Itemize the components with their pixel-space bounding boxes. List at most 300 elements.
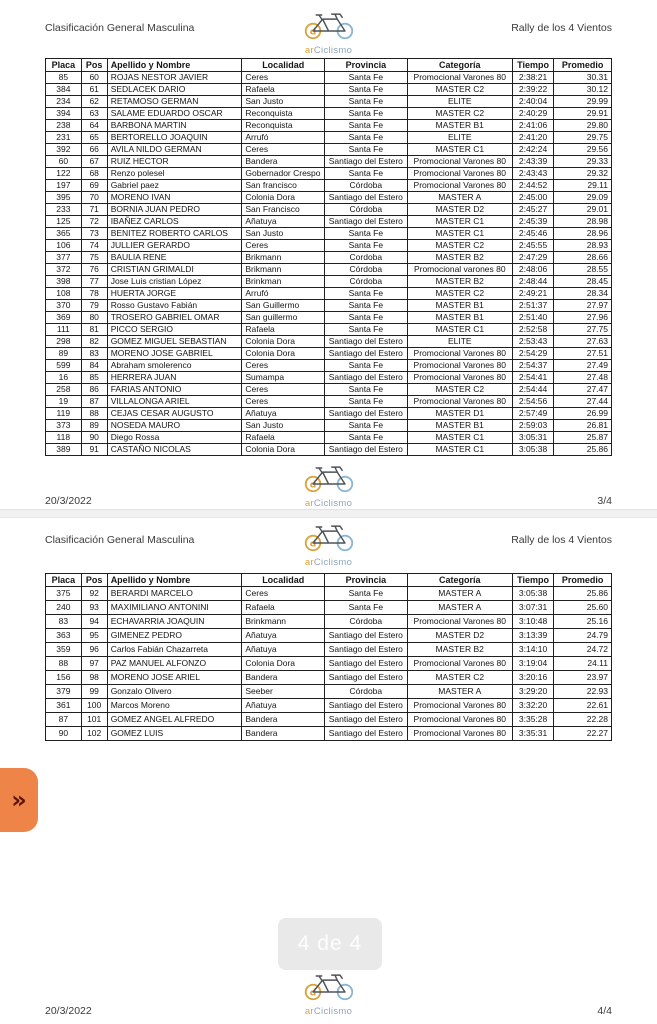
table-cell: 19 [46, 396, 82, 408]
table-header-row [46, 59, 612, 72]
table-cell: Arrufó [242, 132, 325, 144]
table-cell: MASTER B1 [407, 300, 512, 312]
page-separator [0, 509, 657, 518]
table-cell: Añatuya [242, 699, 325, 713]
table-row [46, 72, 612, 84]
table-cell: Santiago del Estero [325, 657, 408, 671]
table-cell: Ceres [242, 587, 325, 601]
table-cell: FARIAS ANTONIO [107, 384, 242, 396]
table-cell: Santa Fe [325, 601, 408, 615]
table-row [46, 264, 612, 276]
table-cell: 22.61 [554, 699, 612, 713]
table-cell: 28.66 [554, 252, 612, 264]
table-cell: 60 [46, 156, 82, 168]
table-cell: 3:14:10 [512, 643, 553, 657]
table-row [46, 204, 612, 216]
table-cell: 106 [46, 240, 82, 252]
table-row [46, 587, 612, 601]
table-cell: 377 [46, 252, 82, 264]
table-cell: Promocional Varones 80 [407, 348, 512, 360]
table-cell: Santiago del Estero [325, 727, 408, 741]
table-cell: Córdoba [325, 615, 408, 629]
table-cell: MASTER B2 [407, 252, 512, 264]
table-row [46, 713, 612, 727]
table-cell: 25.86 [554, 444, 612, 456]
table-cell: Córdoba [325, 204, 408, 216]
table-cell: Brinkman [242, 276, 325, 288]
table-cell: 156 [46, 671, 82, 685]
table-cell: MASTER C2 [407, 671, 512, 685]
table-cell: Santa Fe [325, 108, 408, 120]
table-cell: 27.44 [554, 396, 612, 408]
table-cell: 369 [46, 312, 82, 324]
table-cell: Santiago del Estero [325, 372, 408, 384]
table-cell: 87 [46, 713, 82, 727]
column-header-provincia: Provincia [325, 574, 408, 587]
table-cell: Santa Fe [325, 132, 408, 144]
table-cell: San francisco [242, 180, 325, 192]
table-row [46, 444, 612, 456]
doc-footer [45, 1005, 612, 1017]
table-cell: MASTER C1 [407, 444, 512, 456]
table-cell: Bandera [242, 671, 325, 685]
table-cell: Santiago del Estero [325, 336, 408, 348]
table-cell: MASTER C2 [407, 288, 512, 300]
table-cell: 2:54:37 [512, 360, 553, 372]
table-cell: 3:35:28 [512, 713, 553, 727]
table-cell: Santiago del Estero [325, 629, 408, 643]
table-cell: 2:45:46 [512, 228, 553, 240]
table-cell: MAXIMILIANO ANTONINI [107, 601, 242, 615]
table-cell: 3:32:20 [512, 699, 553, 713]
table-cell: San Francisco [242, 204, 325, 216]
logo-wordmark-ar: ar [304, 1006, 314, 1017]
table-cell: 3:35:31 [512, 727, 553, 741]
table-cell: 370 [46, 300, 82, 312]
table-cell: 61 [81, 84, 107, 96]
table-cell: 298 [46, 336, 82, 348]
logo-wordmark-ciclismo: Ciclismo [313, 557, 353, 568]
table-cell: MASTER C1 [407, 216, 512, 228]
table-cell: 2:38:21 [512, 72, 553, 84]
table-cell: Santiago del Estero [325, 216, 408, 228]
table-cell: Jose Luis cristian López [107, 276, 242, 288]
table-cell: 83 [46, 615, 82, 629]
table-cell: 23.97 [554, 671, 612, 685]
table-cell: 125 [46, 216, 82, 228]
table-cell: Santa Fe [325, 312, 408, 324]
table-cell: MASTER C1 [407, 228, 512, 240]
table-cell: 96 [81, 643, 107, 657]
table-row [46, 156, 612, 168]
table-cell: 29.33 [554, 156, 612, 168]
table-cell: Bandera [242, 156, 325, 168]
table-cell: BAULIA RENE [107, 252, 242, 264]
table-cell: Santiago del Estero [325, 156, 408, 168]
table-cell: Rafaela [242, 432, 325, 444]
table-cell: Ceres [242, 384, 325, 396]
table-row [46, 643, 612, 657]
table-cell: 75 [81, 252, 107, 264]
table-row [46, 144, 612, 156]
table-cell: 2:43:43 [512, 168, 553, 180]
table-cell: 359 [46, 643, 82, 657]
table-row [46, 132, 612, 144]
table-cell: Ceres [242, 240, 325, 252]
table-row [46, 300, 612, 312]
page-indicator-label: 4 de 4 [297, 932, 363, 955]
table-cell: 2:51:40 [512, 312, 553, 324]
table-cell: 93 [81, 601, 107, 615]
logo-wordmark-ciclismo: Ciclismo [313, 45, 353, 56]
table-cell: 3:10:48 [512, 615, 553, 629]
table-row [46, 108, 612, 120]
table-cell: 88 [46, 657, 82, 671]
table-cell: 67 [81, 156, 107, 168]
table-cell: 80 [81, 312, 107, 324]
table-cell: Córdoba [325, 180, 408, 192]
table-cell: MASTER A [407, 587, 512, 601]
table-cell: 29.11 [554, 180, 612, 192]
table-cell: 27.63 [554, 336, 612, 348]
table-cell: 3:07:31 [512, 601, 553, 615]
table-cell: ELITE [407, 336, 512, 348]
table-cell: 2:54:29 [512, 348, 553, 360]
table-cell: 2:44:52 [512, 180, 553, 192]
column-header-apellido: Apellido y Nombre [107, 59, 242, 72]
table-cell: Santa Fe [325, 120, 408, 132]
table-cell: 392 [46, 144, 82, 156]
table-cell: Carlos Fabián Chazarreta [107, 643, 242, 657]
pdf-page-3 [0, 0, 657, 509]
table-cell: 2:45:55 [512, 240, 553, 252]
logo-monogram: d [309, 539, 316, 550]
table-cell: 3:05:38 [512, 444, 553, 456]
logo-wordmark-ar: ar [304, 498, 314, 509]
table-cell: BERARDI MARCELO [107, 587, 242, 601]
table-cell: 2:42:24 [512, 144, 553, 156]
table-cell: Colonia Dora [242, 348, 325, 360]
table-cell: Rosso Gustavo Fabián [107, 300, 242, 312]
table-cell: Colonia Dora [242, 444, 325, 456]
table-cell: 62 [81, 96, 107, 108]
table-cell: 22.27 [554, 727, 612, 741]
table-cell: MASTER D2 [407, 204, 512, 216]
table-row [46, 360, 612, 372]
table-cell: Santa Fe [325, 72, 408, 84]
table-cell: BARBONA MARTIN [107, 120, 242, 132]
table-cell: 375 [46, 587, 82, 601]
table-row [46, 396, 612, 408]
table-cell: 118 [46, 432, 82, 444]
table-cell: Abraham smolerenco [107, 360, 242, 372]
table-cell: 85 [46, 72, 82, 84]
doc-footer [45, 495, 612, 507]
column-header-apellido: Apellido y Nombre [107, 574, 242, 587]
table-cell: Promocional Varones 80 [407, 713, 512, 727]
table-cell: 2:59:03 [512, 420, 553, 432]
table-cell: MASTER D1 [407, 408, 512, 420]
table-cell: 3:13:39 [512, 629, 553, 643]
table-cell: ELITE [407, 96, 512, 108]
table-cell: Santa Fe [325, 432, 408, 444]
table-cell: BORNIA JUAN PEDRO [107, 204, 242, 216]
table-cell: 70 [81, 192, 107, 204]
logo-wordmark-ar: ar [304, 557, 314, 568]
table-cell: MASTER C2 [407, 240, 512, 252]
table-cell: 82 [81, 336, 107, 348]
table-cell: 90 [46, 727, 82, 741]
table-row [46, 408, 612, 420]
table-cell: 25.87 [554, 432, 612, 444]
table-row [46, 657, 612, 671]
table-cell: 28.93 [554, 240, 612, 252]
table-cell: GOMEZ ANGEL ALFREDO [107, 713, 242, 727]
table-cell: 90 [81, 432, 107, 444]
table-cell: ROJAS NESTOR JAVIER [107, 72, 242, 84]
table-cell: Santiago del Estero [325, 699, 408, 713]
table-cell: 2:45:00 [512, 192, 553, 204]
table-cell: 231 [46, 132, 82, 144]
table-cell: 29.01 [554, 204, 612, 216]
table-cell: 22.93 [554, 685, 612, 699]
table-cell: Santa Fe [325, 144, 408, 156]
table-cell: SALAME EDUARDO OSCAR [107, 108, 242, 120]
table-row [46, 372, 612, 384]
table-cell: Rafaela [242, 84, 325, 96]
table-cell: 2:49:21 [512, 288, 553, 300]
page-indicator-toast [278, 918, 382, 970]
table-cell: Cordoba [325, 252, 408, 264]
table-cell: MASTER B2 [407, 276, 512, 288]
column-header-placa: Placa [46, 59, 82, 72]
table-row [46, 727, 612, 741]
table-cell: 28.45 [554, 276, 612, 288]
table-cell: 22.28 [554, 713, 612, 727]
table-body [46, 72, 612, 456]
table-cell: 2:54:41 [512, 372, 553, 384]
table-cell: 394 [46, 108, 82, 120]
table-cell: 2:39:22 [512, 84, 553, 96]
table-cell: 73 [81, 228, 107, 240]
table-cell: MASTER C2 [407, 84, 512, 96]
arciclismo-logo [303, 522, 355, 568]
table-cell: Santa Fe [325, 228, 408, 240]
table-cell: 122 [46, 168, 82, 180]
table-cell: Promocional Varones 80 [407, 72, 512, 84]
table-cell: 87 [81, 396, 107, 408]
table-cell: 94 [81, 615, 107, 629]
table-cell: Santa Fe [325, 96, 408, 108]
table-cell: Santa Fe [325, 168, 408, 180]
doc-title: Clasificación General Masculina [45, 534, 195, 546]
bicycle-icon [303, 522, 355, 553]
double-chevron-right-icon: » [11, 786, 27, 814]
table-cell: MASTER A [407, 601, 512, 615]
doc-title: Clasificación General Masculina [45, 22, 195, 34]
table-cell: 26.81 [554, 420, 612, 432]
table-cell: 108 [46, 288, 82, 300]
next-page-button[interactable] [0, 768, 38, 832]
table-cell: Brikmann [242, 264, 325, 276]
table-cell: Promocional Varones 80 [407, 727, 512, 741]
table-cell: HUERTA JORGE [107, 288, 242, 300]
table-row [46, 228, 612, 240]
table-cell: 27.47 [554, 384, 612, 396]
table-cell: 197 [46, 180, 82, 192]
table-cell: 66 [81, 144, 107, 156]
table-cell: 233 [46, 204, 82, 216]
table-cell: 88 [81, 408, 107, 420]
table-row [46, 288, 612, 300]
table-cell: TROSERO GABRIEL OMAR [107, 312, 242, 324]
table-cell: Marcos Moreno [107, 699, 242, 713]
table-cell: Córdoba [325, 264, 408, 276]
table-cell: MASTER C1 [407, 432, 512, 444]
table-cell: 27.96 [554, 312, 612, 324]
table-cell: Colonia Dora [242, 192, 325, 204]
table-row [46, 384, 612, 396]
table-cell: 64 [81, 120, 107, 132]
table-cell: MASTER C2 [407, 384, 512, 396]
table-cell: 3:19:04 [512, 657, 553, 671]
table-header-row [46, 574, 612, 587]
table-cell: 25.16 [554, 615, 612, 629]
table-cell: GIMENEZ PEDRO [107, 629, 242, 643]
table-header [46, 574, 612, 587]
table-cell: Promocional varones 80 [407, 264, 512, 276]
bicycle-icon [303, 463, 355, 494]
table-cell: Gabriel paez [107, 180, 242, 192]
table-cell: Santa Fe [325, 396, 408, 408]
table-cell: 26.99 [554, 408, 612, 420]
table-cell: MORENO IVAN [107, 192, 242, 204]
table-cell: Rafaela [242, 601, 325, 615]
table-cell: MASTER B1 [407, 420, 512, 432]
table-cell: 2:45:27 [512, 204, 553, 216]
table-row [46, 216, 612, 228]
table-cell: 86 [81, 384, 107, 396]
bicycle-icon [303, 10, 355, 41]
page-number: 4/4 [597, 1005, 612, 1017]
table-cell: Promocional Varones 80 [407, 615, 512, 629]
table-cell: 384 [46, 84, 82, 96]
table-cell: 69 [81, 180, 107, 192]
table-cell: ECHAVARRIA JOAQUIN [107, 615, 242, 629]
table-cell: 2:47:29 [512, 252, 553, 264]
logo-wordmark [303, 558, 355, 568]
table-cell: 2:45:39 [512, 216, 553, 228]
table-cell: 27.48 [554, 372, 612, 384]
column-header-localidad: Localidad [242, 574, 325, 587]
table-cell: 234 [46, 96, 82, 108]
table-cell: 2:48:44 [512, 276, 553, 288]
table-cell: 102 [81, 727, 107, 741]
table-cell: 28.34 [554, 288, 612, 300]
table-cell: MASTER C1 [407, 324, 512, 336]
table-row [46, 120, 612, 132]
table-cell: 361 [46, 699, 82, 713]
table-cell: 85 [81, 372, 107, 384]
event-title: Rally de los 4 Vientos [511, 534, 612, 546]
table-cell: Santa Fe [325, 300, 408, 312]
table-cell: Promocional Varones 80 [407, 180, 512, 192]
table-cell: Seeber [242, 685, 325, 699]
arciclismo-logo [303, 10, 355, 56]
page-number: 3/4 [597, 495, 612, 507]
table-cell: 25.86 [554, 587, 612, 601]
table-cell: Diego Rossa [107, 432, 242, 444]
table-cell: Santiago del Estero [325, 408, 408, 420]
table-row [46, 432, 612, 444]
table-cell: Colonia Dora [242, 657, 325, 671]
table-cell: 83 [81, 348, 107, 360]
table-cell: 25.60 [554, 601, 612, 615]
table-cell: 2:41:20 [512, 132, 553, 144]
table-row [46, 348, 612, 360]
table-row [46, 629, 612, 643]
table-cell: Promocional Varones 80 [407, 168, 512, 180]
table-cell: Santa Fe [325, 360, 408, 372]
table-cell: Córdoba [325, 685, 408, 699]
table-row [46, 324, 612, 336]
table-cell: 2:53:43 [512, 336, 553, 348]
table-cell: Ceres [242, 360, 325, 372]
table-cell: 27.49 [554, 360, 612, 372]
table-cell: 2:43:39 [512, 156, 553, 168]
table-cell: MASTER B2 [407, 643, 512, 657]
column-header-categoria: Categoría [407, 59, 512, 72]
table-cell: 71 [81, 204, 107, 216]
table-cell: CASTAÑO NICOLAS [107, 444, 242, 456]
table-row [46, 96, 612, 108]
table-cell: 238 [46, 120, 82, 132]
table-cell: 27.97 [554, 300, 612, 312]
table-cell: BERTORELLO JOAQUIN [107, 132, 242, 144]
logo-wordmark-ciclismo: Ciclismo [313, 498, 353, 509]
table-cell: 372 [46, 264, 82, 276]
table-cell: Santa Fe [325, 324, 408, 336]
table-cell: PAZ MANUEL ALFONZO [107, 657, 242, 671]
table-row [46, 192, 612, 204]
table-cell: 2:40:04 [512, 96, 553, 108]
table-cell: MASTER B1 [407, 120, 512, 132]
table-cell: MASTER A [407, 192, 512, 204]
table-cell: PICCO SERGIO [107, 324, 242, 336]
table-cell: Santiago del Estero [325, 671, 408, 685]
table-cell: 29.56 [554, 144, 612, 156]
table-cell: Sumampa [242, 372, 325, 384]
column-header-promedio: Promedio [554, 574, 612, 587]
table-cell: 3:05:31 [512, 432, 553, 444]
table-cell: 2:54:56 [512, 396, 553, 408]
table-cell: Promocional Varones 80 [407, 156, 512, 168]
table-cell: Brikmann [242, 252, 325, 264]
table-cell: 28.55 [554, 264, 612, 276]
table-cell: Promocional Varones 80 [407, 699, 512, 713]
table-cell: 398 [46, 276, 82, 288]
table-cell: 91 [81, 444, 107, 456]
table-cell: Gobernador Crespo [242, 168, 325, 180]
table-cell: 3:20:16 [512, 671, 553, 685]
table-cell: Santiago del Estero [325, 643, 408, 657]
table-cell: 119 [46, 408, 82, 420]
table-cell: BENITEZ ROBERTO CARLOS [107, 228, 242, 240]
table-cell: 65 [81, 132, 107, 144]
table-cell: 28.98 [554, 216, 612, 228]
table-cell: Arrufó [242, 288, 325, 300]
table-row [46, 671, 612, 685]
